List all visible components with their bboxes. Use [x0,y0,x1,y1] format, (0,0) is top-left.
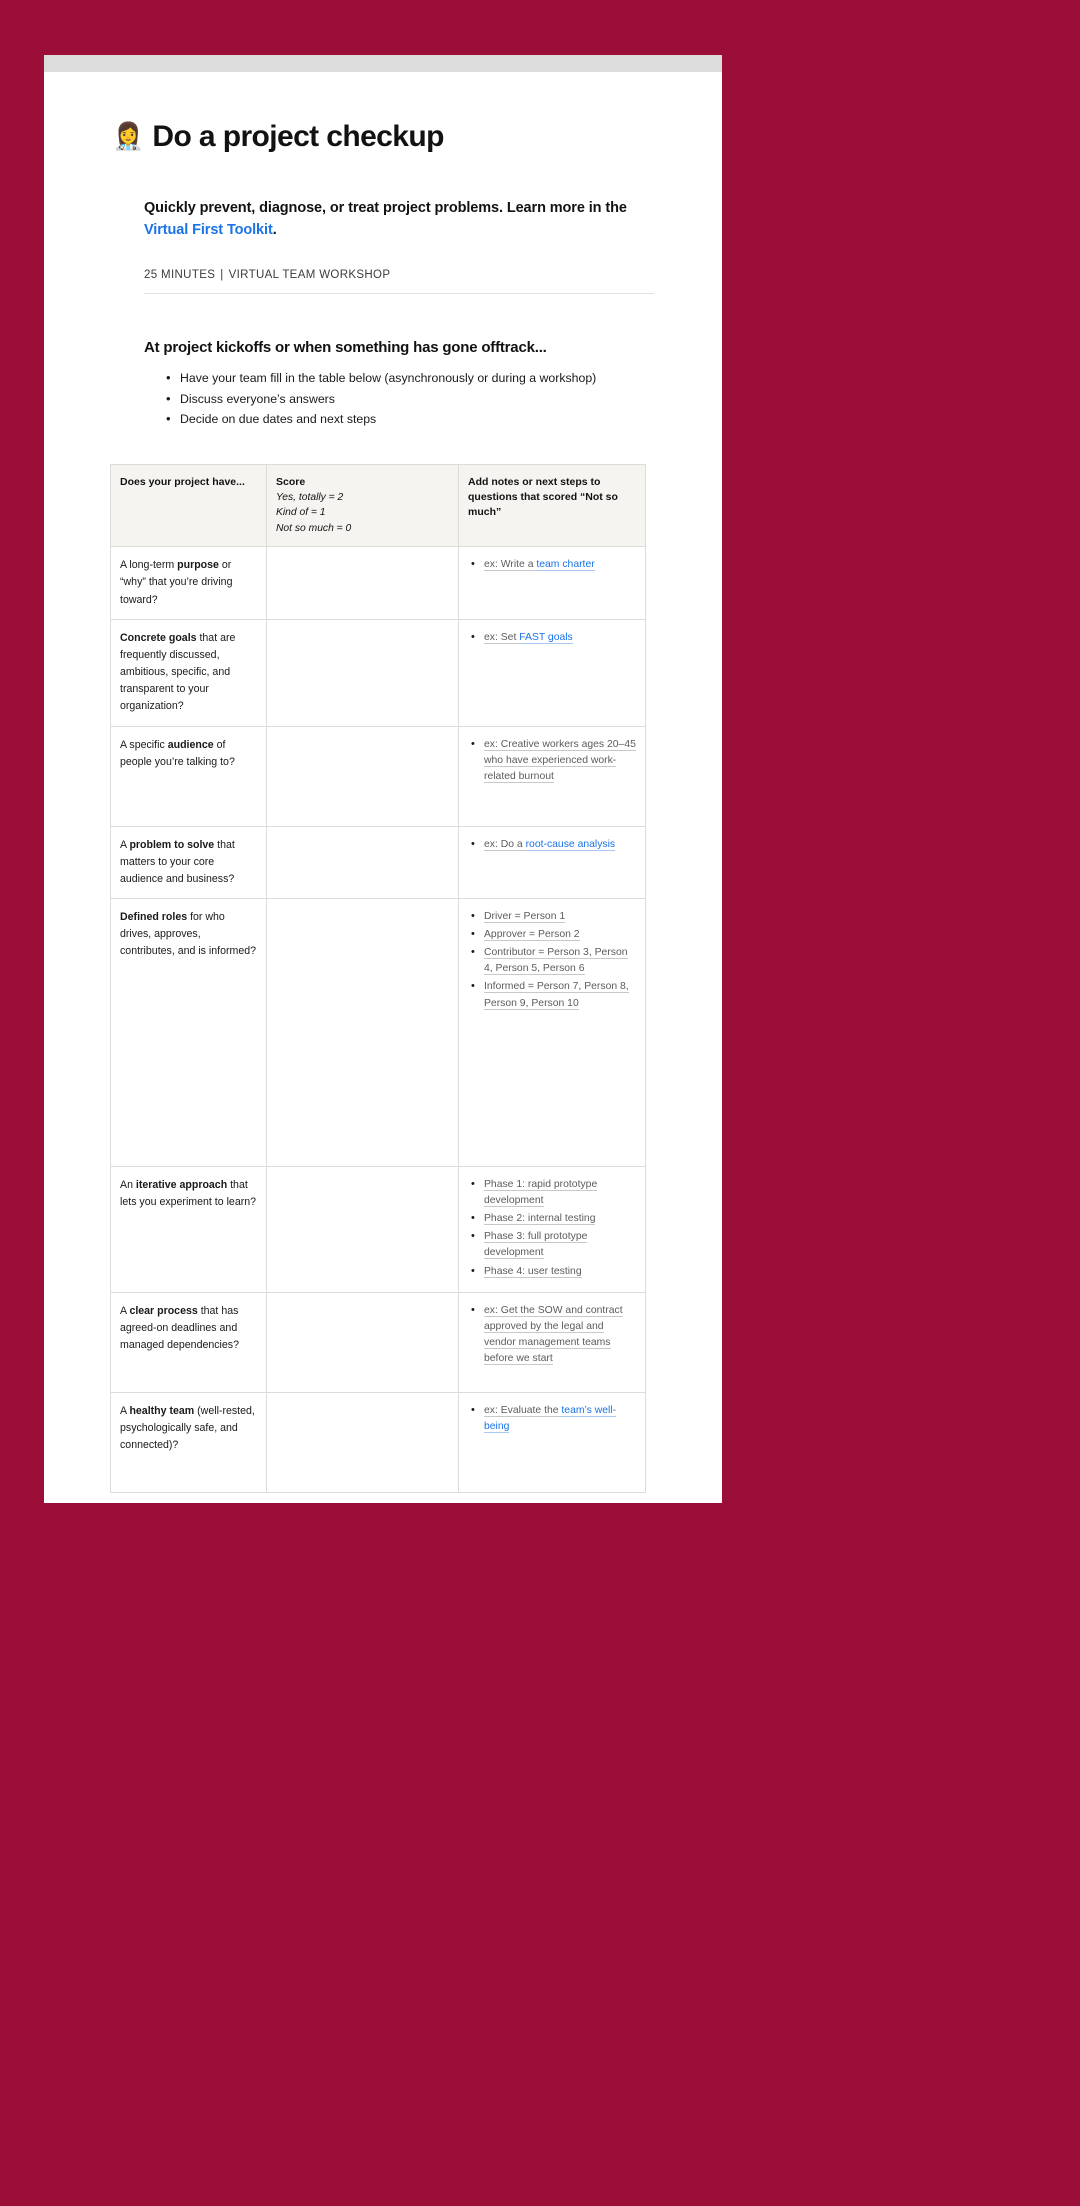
notes-list [468,1303,636,1368]
header-score-title: Score [276,475,306,488]
page-title-row [112,100,722,173]
note-item [484,945,636,977]
notes-list [468,737,636,785]
virtual-first-toolkit-link[interactable]: Virtual First Toolkit [144,221,273,238]
score-cell[interactable] [267,826,459,898]
table-row [111,1292,646,1392]
question-text: of people you’re talking to? [120,738,235,768]
notes-list [468,837,636,853]
question-cell [111,1292,267,1392]
notes-cell[interactable] [459,547,646,619]
question-text: A long-term [120,559,178,572]
browser-chrome-bar [44,55,722,72]
notes-list [468,630,636,646]
note-item [484,1229,636,1261]
question-text: that matters to your core audience and business? [120,838,235,885]
note-text: ex: Write a [484,559,537,571]
notes-list [468,1177,636,1280]
notes-list [468,909,636,1012]
meta-separator: | [220,268,224,281]
note-item [484,1177,636,1209]
table-row [111,826,646,898]
notes-cell[interactable] [459,826,646,898]
notes-cell[interactable] [459,1166,646,1292]
score-cell[interactable] [267,1392,459,1492]
checkup-table-wrapper [110,464,645,1493]
score-cell[interactable] [267,1166,459,1292]
question-text: or “why” that you’re driving toward? [120,559,233,606]
note-item [484,630,636,646]
table-row [111,547,646,619]
question-cell [111,726,267,826]
table-row [111,898,646,1166]
question-text: A [120,1304,130,1317]
question-cell [111,1166,267,1292]
document-body [44,100,722,1493]
note-text: Contributor = Person 3, Person 4, Person 5, Person 6 [484,947,628,975]
question-text: (well-rested, psychologically safe, and connected)? [120,1404,255,1452]
question-text: A [120,1404,130,1417]
note-link[interactable]: team’s well-being [484,1404,617,1432]
table-row [111,1166,646,1292]
lede-prefix: Quickly prevent, diagnose, or treat project problems. Learn more in the [144,200,627,217]
note-item [484,737,636,785]
note-item [484,927,636,943]
question-cell [111,619,267,726]
question-emphasis: purpose [177,559,219,572]
meta-duration: 25 MINUTES [144,268,216,281]
header-question: Does your project have... [111,464,267,547]
woman-health-worker-emoji: 👩‍⚕️ [112,121,145,152]
instruction-item: • Decide on due dates and next steps [166,409,654,430]
note-text: Phase 1: rapid prototype development [484,1178,598,1207]
table-body [111,547,646,1492]
header-score [267,464,459,547]
question-emphasis: problem to solve [129,838,215,851]
table-row [111,726,646,826]
instruction-item: • Discuss everyone’s answers [166,389,654,410]
question-text: that are frequently discussed, ambitious, specific, and transparent to your organization? [120,631,236,713]
note-link[interactable]: team charter [536,559,595,571]
table-header-row [111,464,646,547]
table-row [111,1392,646,1492]
notes-cell[interactable] [459,1392,646,1492]
meta-line [144,269,654,281]
page-description [144,198,654,242]
note-item [484,1403,636,1435]
table-head [111,464,646,547]
note-text: Approver = Person 2 [484,929,580,941]
instructions-list [144,368,654,430]
note-item [484,979,636,1011]
header-notes: Add notes or next steps to questions that scored “Not so much” [459,464,646,547]
note-item [484,837,636,853]
score-cell[interactable] [267,547,459,619]
document-page [44,55,722,1503]
meta-type: VIRTUAL TEAM WORKSHOP [228,268,391,281]
score-cell[interactable] [267,619,459,726]
question-text: A specific [120,738,168,751]
note-text: ex: Set [484,631,520,643]
note-item [484,557,636,573]
notes-cell[interactable] [459,619,646,726]
notes-list [468,1403,636,1435]
note-text: ex: Do a [484,838,526,850]
note-item [484,909,636,925]
note-text: ex: Creative workers ages 20–45 who have experienced work-related burnout [484,738,636,782]
intro-column [144,198,654,430]
note-text: ex: Get the SOW and contract approved by the legal and vendor management teams before we start [484,1304,623,1365]
instructions-heading: At project kickoffs or when something has gone offtrack... [144,338,547,356]
header-score-scale [276,490,449,536]
note-text: Driver = Person 1 [484,910,566,922]
score-scale-line: Yes, totally = 2 [276,491,344,503]
question-cell [111,826,267,898]
score-cell[interactable] [267,726,459,826]
notes-list [468,557,636,573]
question-text: An [120,1178,136,1191]
note-text: Phase 4: user testing [484,1265,582,1277]
note-text: Phase 2: internal testing [484,1213,596,1225]
question-text: A [120,838,130,851]
note-item [484,1211,636,1227]
question-emphasis: iterative approach [135,1178,228,1191]
notes-cell[interactable] [459,898,646,1166]
question-cell [111,1392,267,1492]
notes-cell[interactable] [459,726,646,826]
divider [144,293,654,294]
note-link[interactable]: FAST goals [519,631,573,643]
note-link[interactable]: root-cause analysis [525,838,616,850]
question-text: that has agreed-on deadlines and managed dependencies? [120,1304,239,1352]
score-scale-line: Not so much = 0 [276,522,352,534]
score-scale-line: Kind of = 1 [276,507,326,519]
note-text: Phase 3: full prototype development [484,1231,588,1259]
notes-cell[interactable] [459,1292,646,1392]
checkup-table [110,464,646,1493]
question-emphasis: healthy team [129,1404,195,1417]
note-item [484,1303,636,1368]
lede-suffix: . [272,221,277,238]
question-cell [111,898,267,1166]
question-cell [111,547,267,619]
note-text: Informed = Person 7, Person 8, Person 9, Person 10 [484,981,629,1009]
instruction-item: • Have your team fill in the table below (asynchronously or during a workshop) [166,368,654,389]
question-text: that lets you experiment to learn? [120,1178,257,1209]
question-emphasis: audience [167,738,214,751]
question-emphasis: clear process [129,1304,198,1317]
score-cell[interactable] [267,1292,459,1392]
score-cell[interactable] [267,898,459,1166]
note-text: ex: Evaluate the [484,1404,562,1416]
note-item [484,1264,636,1280]
question-emphasis: Concrete goals [120,631,197,644]
question-text: for who drives, approves, contributes, and is informed? [120,910,257,958]
question-emphasis: Defined roles [120,910,188,923]
page-title: Do a project checkup [152,120,444,154]
table-row [111,619,646,726]
